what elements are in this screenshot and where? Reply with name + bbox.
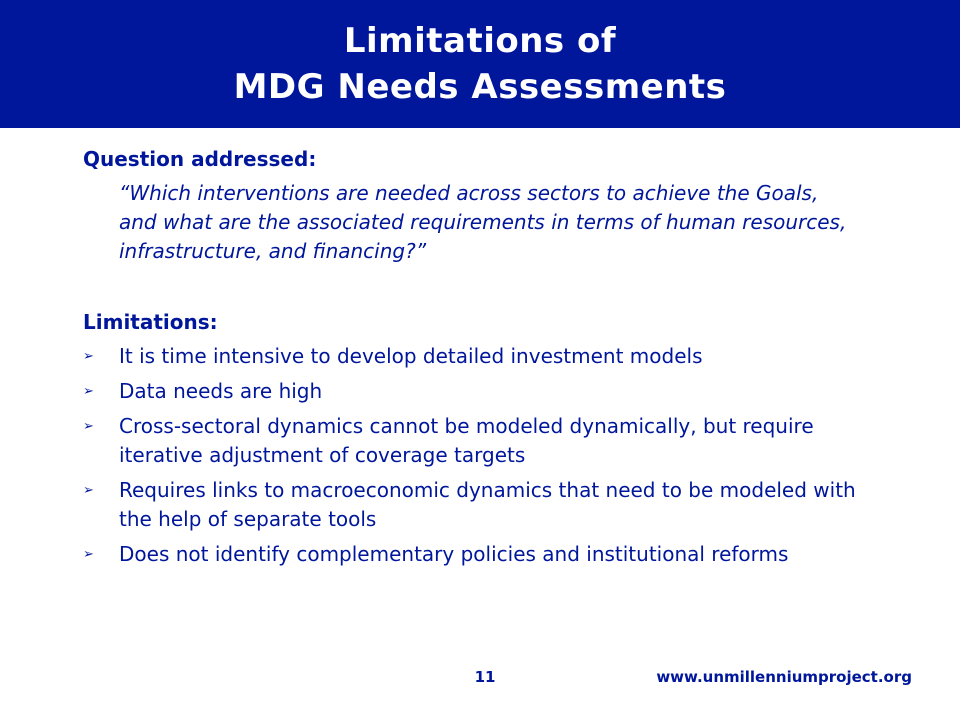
limitation-text: Requires links to macroeconomic dynamics that need to be modeled with the help of separate tools — [119, 478, 856, 531]
limitation-text: Data needs are high — [119, 379, 323, 403]
slide-title-line-2: MDG Needs Assessments — [233, 67, 727, 107]
limitation-text: Does not identify complementary policies and institutional reforms — [119, 542, 789, 566]
arrow-bullet-icon: ➢ — [83, 419, 94, 434]
slide-title-line-1: Limitations of — [343, 21, 617, 61]
question-text: “Which interventions are needed across sectors to achieve the Goals, and what are the associated requirements in terms of human resources, infrastructure, and financing?” — [119, 181, 847, 263]
arrow-bullet-icon: ➢ — [83, 483, 94, 498]
question-heading: Question addressed: — [83, 147, 317, 171]
limitation-item — [83, 540, 883, 569]
limitations-list — [83, 342, 883, 569]
arrow-bullet-icon: ➢ — [83, 384, 94, 399]
limitations-heading: Limitations: — [83, 310, 218, 334]
limitation-item — [83, 412, 883, 470]
page-number: 11 — [474, 668, 496, 686]
arrow-bullet-icon: ➢ — [83, 349, 94, 364]
limitation-item — [83, 476, 883, 534]
title-bar — [0, 0, 960, 128]
limitation-text: Cross-sectoral dynamics cannot be modeled dynamically, but require iterative adjustment of coverage targets — [119, 414, 814, 467]
slide-content — [83, 145, 883, 575]
limitation-item — [83, 342, 883, 371]
limitation-item — [83, 377, 883, 406]
limitation-text: It is time intensive to develop detailed investment models — [119, 344, 703, 368]
arrow-bullet-icon: ➢ — [83, 547, 94, 562]
footer-url[interactable]: www.unmillenniumproject.org — [656, 668, 912, 686]
